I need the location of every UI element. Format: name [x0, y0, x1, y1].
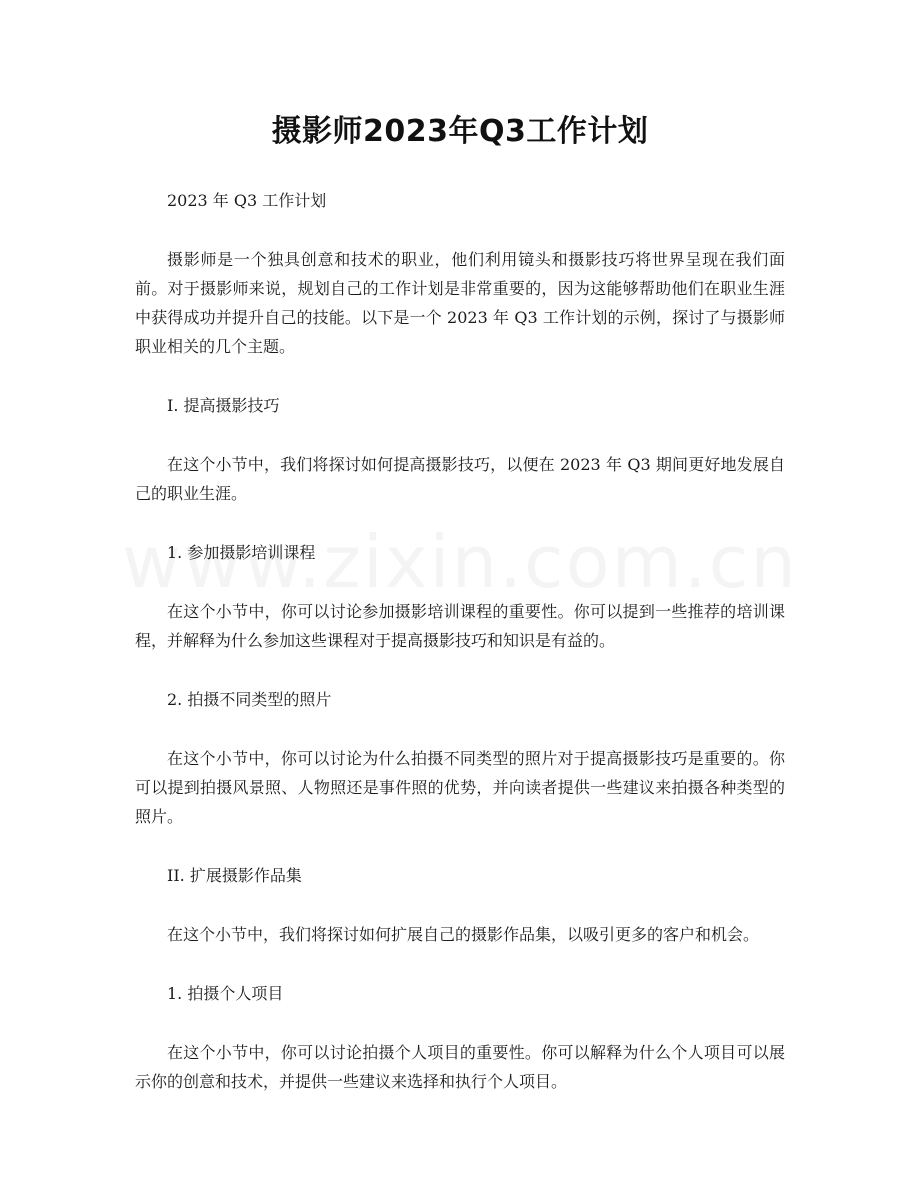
subsection-heading-personal-projects: 1. 拍摄个人项目	[167, 984, 284, 1003]
section-heading-q3-plan: 2023 年 Q3 工作计划	[167, 191, 327, 210]
document-title: 摄影师2023年Q3工作计划	[271, 114, 649, 149]
subsection-heading-photo-types: 2. 拍摄不同类型的照片	[167, 690, 332, 709]
paragraph-portfolio: 在这个小节中，我们将探讨如何扩展自己的摄影作品集，以吸引更多的客户和机会。	[167, 925, 760, 944]
paragraph-personal-projects: 在这个小节中，你可以讨论拍摄个人项目的重要性。你可以解释为什么个人项目可以展示你的创意和技术，并提供一些建议来选择和执行个人项目。	[135, 1043, 785, 1091]
document-body	[135, 186, 785, 1096]
section-heading-portfolio: II. 扩展摄影作品集	[167, 866, 302, 885]
paragraph-improve-skills: 在这个小节中，我们将探讨如何提高摄影技巧，以便在 2023 年 Q3 期间更好地发展自己的职业生涯。	[135, 455, 785, 503]
section-heading-improve-skills: I. 提高摄影技巧	[167, 396, 280, 415]
paragraph-photo-types: 在这个小节中，你可以讨论为什么拍摄不同类型的照片对于提高摄影技巧是重要的。你可以提到拍摄风景照、人物照还是事件照的优势，并向读者提供一些建议来拍摄各种类型的照片。	[135, 749, 785, 826]
paragraph-training: 在这个小节中，你可以讨论参加摄影培训课程的重要性。你可以提到一些推荐的培训课程，并解释为什么参加这些课程对于提高摄影技巧和知识是有益的。	[135, 602, 785, 650]
subsection-heading-training: 1. 参加摄影培训课程	[167, 543, 316, 562]
paragraph-intro: 摄影师是一个独具创意和技术的职业，他们利用镜头和摄影技巧将世界呈现在我们面前。对于摄影师来说，规划自己的工作计划是非常重要的，因为这能够帮助他们在职业生涯中获得成功并提升自己的技能。以下是一个 2023 年 Q3 工作计划的示例，探讨了与摄影师职业相关的几个主题。	[135, 250, 785, 356]
